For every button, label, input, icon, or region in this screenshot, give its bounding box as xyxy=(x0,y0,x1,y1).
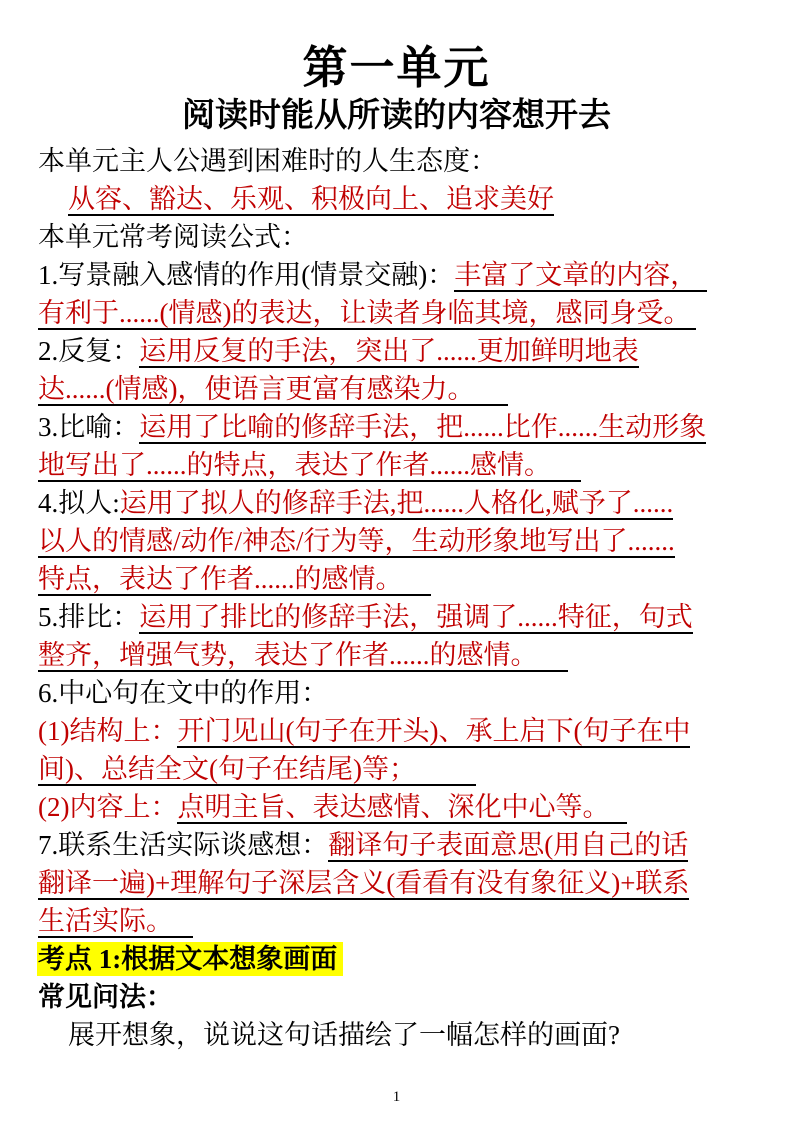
text-segment: 生活实际。 xyxy=(38,906,193,938)
text-segment: 运用了排比的修辞手法，强调了......特征，句式 xyxy=(139,602,693,632)
text-segment: 间)、总结全文(句子在结尾)等； xyxy=(38,754,476,786)
text-segment: 整齐，增强气势，表达了作者......的感情。 xyxy=(38,640,568,672)
text-segment: (2)内容上： xyxy=(38,792,178,822)
text-segment: 运用了比喻的修辞手法，把......比作......生动形象 xyxy=(139,412,707,442)
text-segment: 本单元常考阅读公式： xyxy=(38,222,308,252)
text-line xyxy=(38,218,755,256)
text-segment: 运用了拟人的修辞手法,把......人格化,赋予了...... xyxy=(119,488,674,518)
text-segment: 2.反复： xyxy=(38,336,140,366)
text-line xyxy=(38,332,755,370)
page-number: 1 xyxy=(392,1089,401,1105)
doc-title: 第一单元 xyxy=(302,43,491,93)
text-segment: 3.比喻： xyxy=(38,412,140,442)
text-segment: 以人的情感/动作/神态/行为等，生动形象地写出了....... xyxy=(38,526,675,556)
doc-body xyxy=(38,142,755,1054)
text-line xyxy=(38,598,755,636)
text-line xyxy=(38,180,755,218)
text-line xyxy=(38,978,755,1016)
text-line xyxy=(38,636,755,674)
text-segment: 6.中心句在文中的作用： xyxy=(38,678,329,708)
text-line xyxy=(38,256,755,294)
text-segment: 有利于......(情感)的表达，让读者身临其境，感同身受。 xyxy=(38,298,696,330)
text-segment: 丰富了文章的内容， xyxy=(454,260,707,292)
text-line xyxy=(38,940,755,978)
text-line xyxy=(38,674,755,712)
highlighted-text: 考点 1:根据文本想象画面 xyxy=(37,942,343,976)
text-line xyxy=(38,408,755,446)
text-segment: 4.拟人: xyxy=(38,488,120,518)
text-line xyxy=(38,902,755,940)
text-segment: 点明主旨、表达感情、深化中心等。 xyxy=(177,792,627,824)
text-segment: 翻译一遍)+理解句子深层含义(看看有没有象征义)+联系 xyxy=(38,868,690,898)
text-segment: 运用反复的手法，突出了......更加鲜明地表 xyxy=(139,336,639,366)
text-line xyxy=(38,484,755,522)
text-line xyxy=(38,142,755,180)
text-segment: 常见问法： xyxy=(38,982,173,1012)
text-segment: 地写出了......的特点，表达了作者......感情。 xyxy=(38,450,581,482)
text-line xyxy=(38,446,755,484)
text-line xyxy=(38,864,755,902)
text-segment: 展开想象，说说这句话描绘了一幅怎样的画面? xyxy=(68,1020,620,1050)
text-line xyxy=(38,826,755,864)
doc-subtitle: 阅读时能从所读的内容想开去 xyxy=(182,98,611,134)
text-line xyxy=(38,294,755,332)
text-segment: 本单元主人公遇到困难时的人生态度： xyxy=(38,146,497,176)
text-line xyxy=(38,788,755,826)
text-segment: 5.排比： xyxy=(38,602,140,632)
text-segment: 达......(情感)，使语言更富有感染力。 xyxy=(38,374,508,406)
text-segment: 翻译句子表面意思(用自己的话 xyxy=(328,830,689,860)
text-line xyxy=(38,1016,755,1054)
text-line xyxy=(38,522,755,560)
text-line xyxy=(38,712,755,750)
text-line xyxy=(38,750,755,788)
text-line xyxy=(38,370,755,408)
text-segment: 从容、豁达、乐观、积极向上、追求美好 xyxy=(68,184,554,214)
text-segment: (1)结构上： xyxy=(38,716,178,746)
text-segment: 1.写景融入感情的作用(情景交融)： xyxy=(38,260,455,290)
text-line xyxy=(38,560,755,598)
text-segment: 7.联系生活实际谈感想： xyxy=(38,830,329,860)
text-segment: 开门见山(句子在开头)、承上启下(句子在中 xyxy=(177,716,691,746)
text-segment: 特点，表达了作者......的感情。 xyxy=(38,564,431,596)
